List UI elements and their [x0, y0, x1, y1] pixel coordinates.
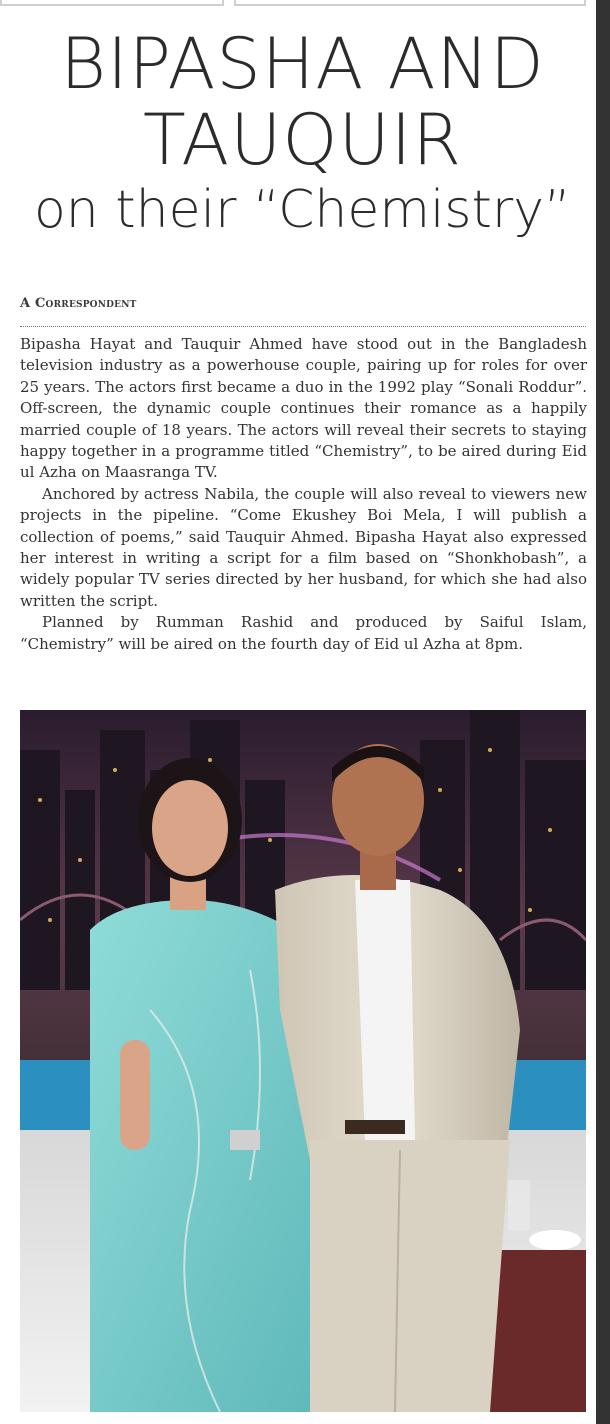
saucer [529, 1230, 581, 1250]
paragraph-2: Anchored by actress Nabila, the couple will also reveal to viewers new projects in the pipeline. “Come Ekushey Boi Mela, I will publish a collection of poems,” said Tauquir Ahmed. Bipasha Hayat also expressed her interest in writing a script for a film based on “Shonkhobash”, a widely popular TV series directed by her husband, for which she had also written the script. [20, 484, 587, 610]
paragraph-3: Planned by Rumman Rashid and produced by Saiful Islam, “Chemistry” will be aired on the fourth day of Eid ul Azha at 8pm. [20, 613, 587, 653]
article-body [20, 334, 587, 655]
headline-line-1: BIPASHA AND [60, 23, 545, 105]
side-table [490, 1250, 586, 1412]
photo-illustration [20, 710, 586, 1412]
top-rule-left [0, 0, 224, 6]
dotted-divider [20, 326, 586, 327]
paragraph-1: Bipasha Hayat and Tauquir Ahmed have stood out in the Bangladesh television industry as a powerhouse couple, pairing up for roles for over 25 years. The actors first became a duo in the 1992 play “Sonali Roddur”. Off-screen, the dynamic couple continues their romance as a happily married couple of 18 years. The actors will reveal their secrets to staying happy together in a programme titled “Chemistry”, to be aired during Eid ul Azha on Maasranga TV. [20, 335, 587, 482]
top-rule-right [234, 0, 586, 6]
headline-line-2: TAUQUIR [142, 99, 463, 181]
page-edge [596, 0, 610, 1424]
headline-line-3: on their “Chemistry” [33, 180, 571, 240]
headline [20, 23, 585, 240]
water-glass [508, 1180, 530, 1230]
couple-photo [20, 710, 586, 1412]
byline: A Correspondent [20, 296, 137, 311]
